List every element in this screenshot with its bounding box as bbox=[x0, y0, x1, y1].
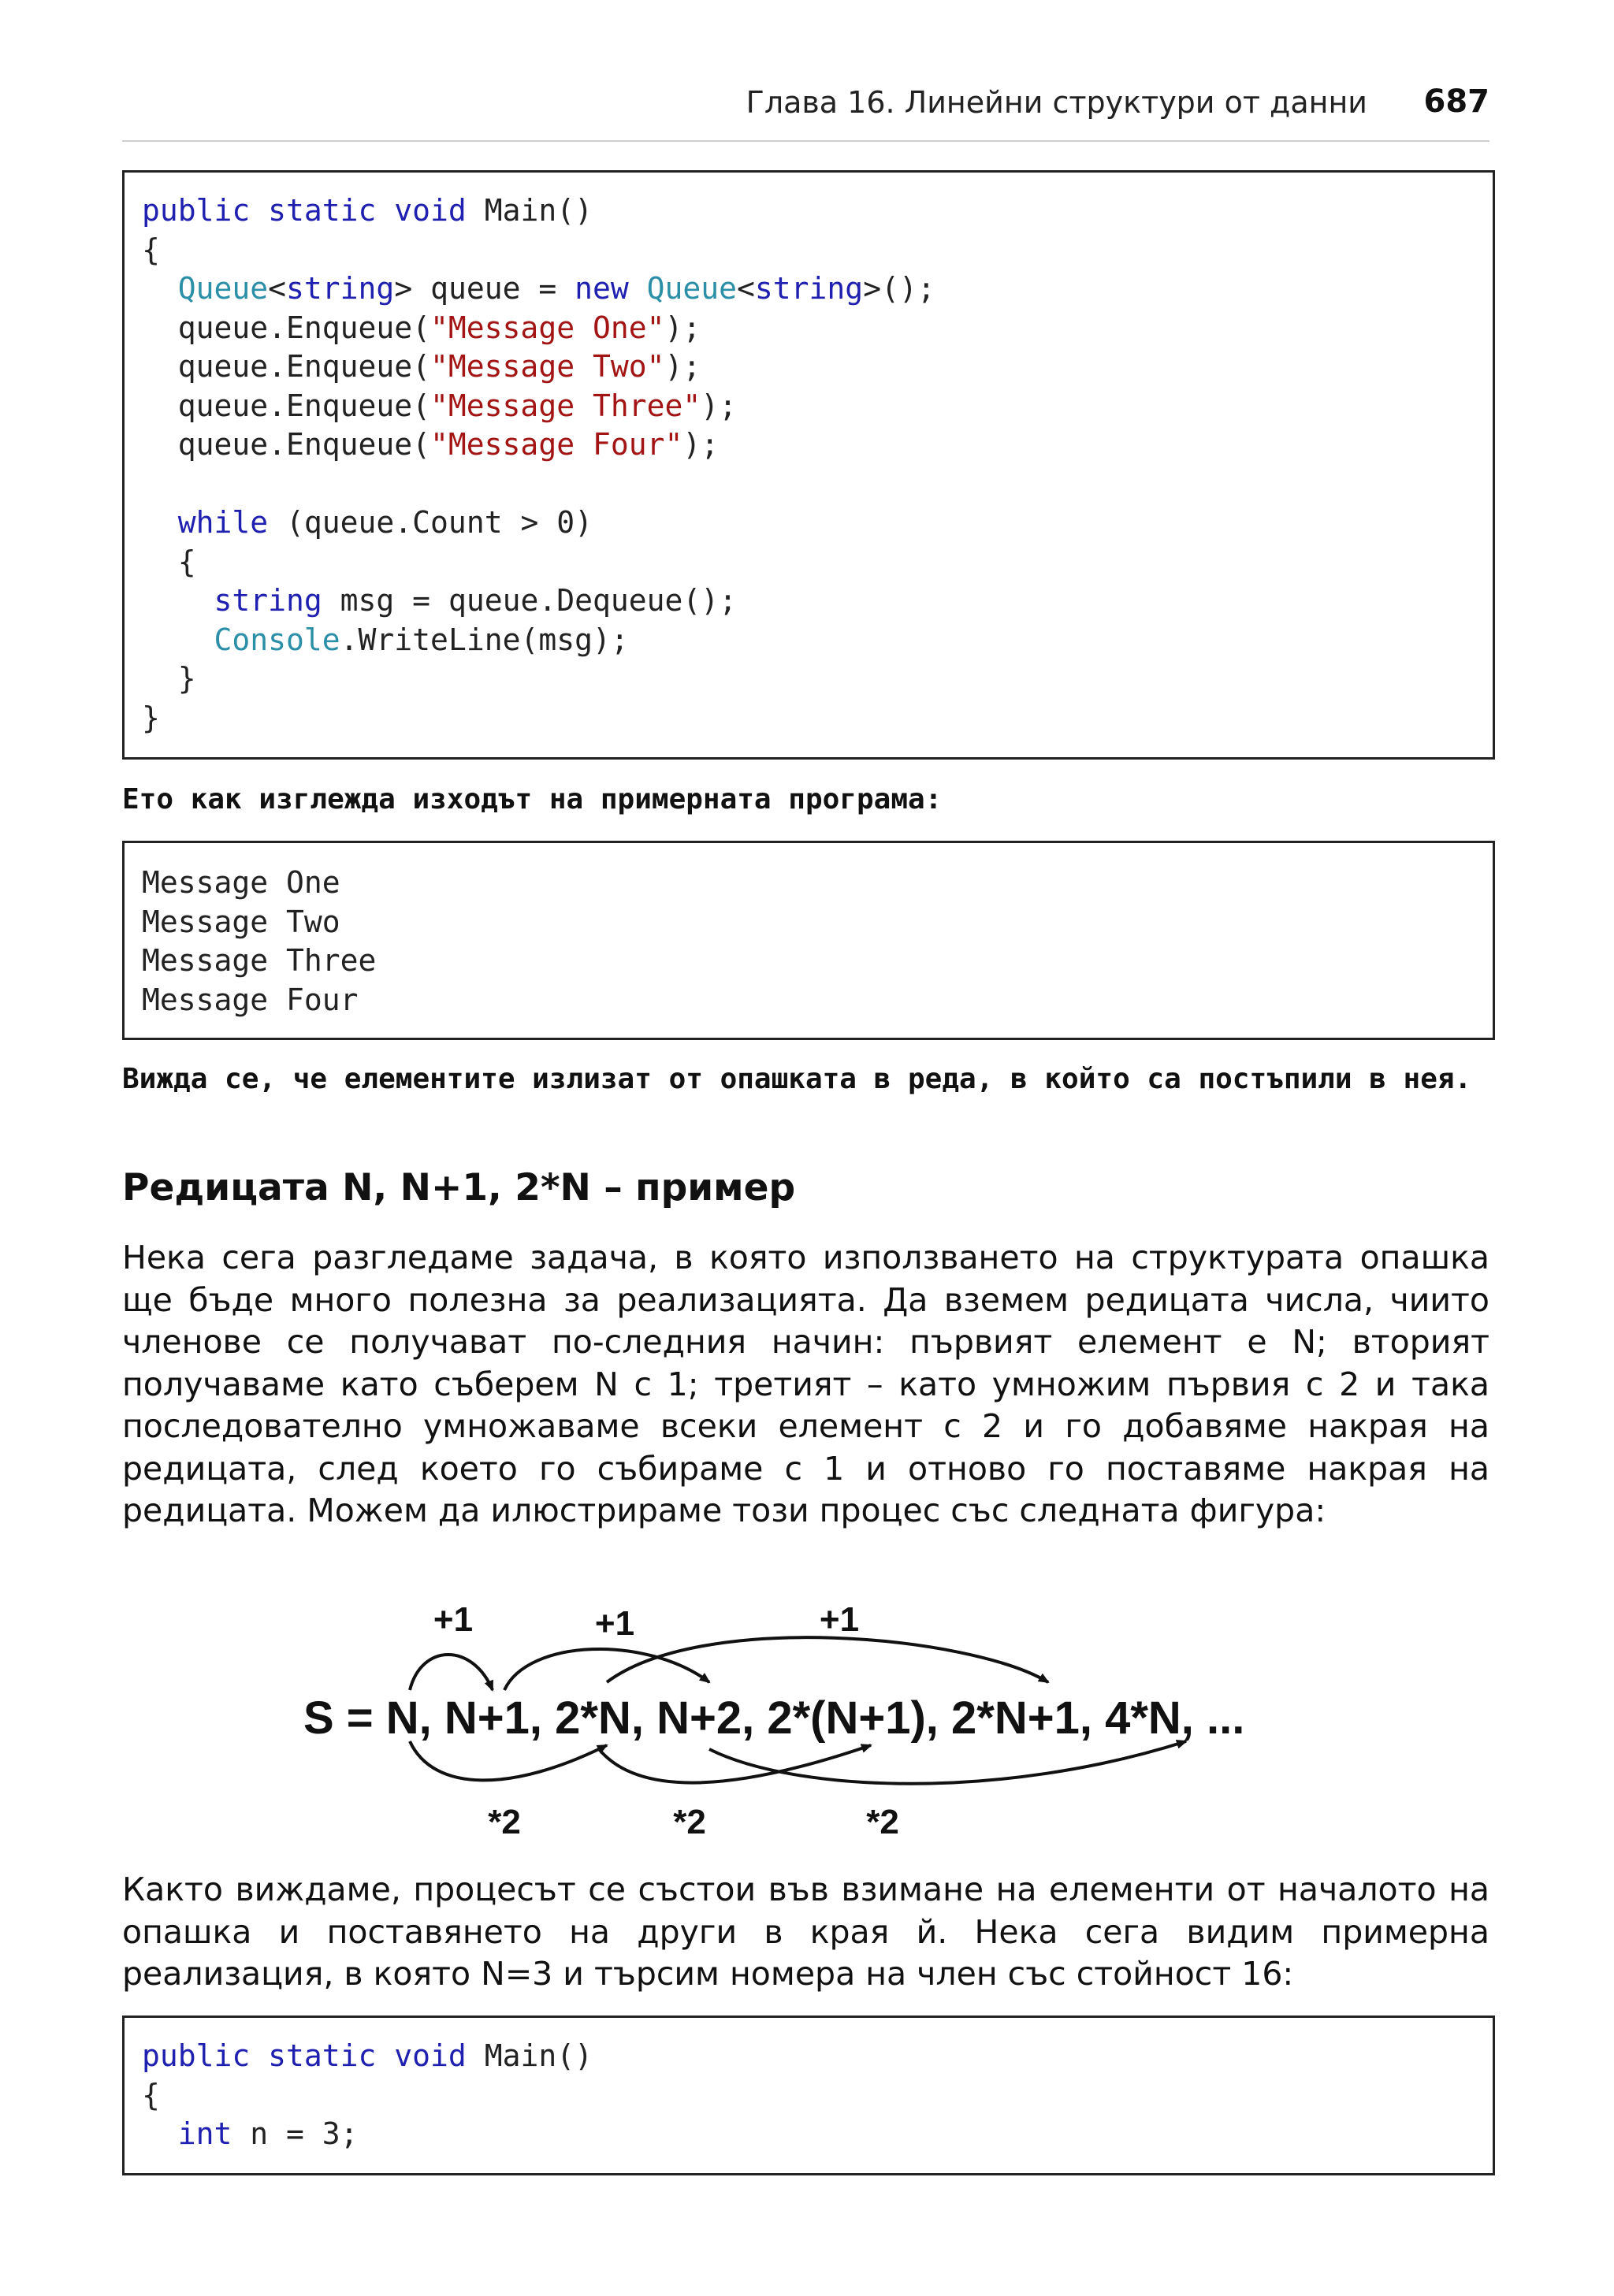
observation-text: Вижда се, че елементите излизат от опашката в реда, в който са постъпили в нея. bbox=[122, 1063, 1472, 1095]
code-token bbox=[142, 505, 178, 540]
code-token: { bbox=[142, 544, 196, 579]
paragraph-explanation: Както виждаме, процесът се състои във взимане на елементи от началото на опашка и поставянето на други в края й. Нека сега видим примерна реализация, в която N=3 и търсим номера на член със стойност 16: bbox=[122, 1871, 1489, 1993]
code-token: (queue.Count > 0) bbox=[268, 505, 593, 540]
sequence-diagram bbox=[260, 1580, 1363, 1848]
code-token: "Message Three" bbox=[430, 388, 701, 423]
code-line bbox=[142, 191, 1493, 231]
code-token: queue.Enqueue( bbox=[142, 388, 431, 423]
code-token: n = 3; bbox=[232, 2116, 359, 2151]
code-line bbox=[142, 543, 1493, 582]
code-token: > queue = bbox=[394, 271, 575, 306]
code-token: public static void bbox=[142, 193, 467, 228]
code-token: queue.Enqueue( bbox=[142, 349, 431, 384]
code-token: Message Two bbox=[142, 904, 340, 939]
arrow-times-3 bbox=[709, 1741, 1186, 1784]
code-token: < bbox=[737, 271, 755, 306]
output-block bbox=[122, 841, 1495, 1040]
code-line bbox=[142, 2076, 1493, 2116]
code-token: queue.Enqueue( bbox=[142, 310, 431, 345]
code-token: msg = queue.Dequeue(); bbox=[322, 583, 737, 618]
code-token: new bbox=[575, 271, 629, 306]
code-token bbox=[142, 2116, 178, 2151]
paragraph-intro: Нека сега разгледаме задача, в която използването на структурата опашка ще бъде много полезна за реализацията. Да вземем редицата числа, чиито членове се получават по-следния начин: първият елемент е N; вторият получаваме като съберем N с 1; третият – като умножим първия с 2 и така последователно умножаваме всеки елемент с 2 и го добавяме накрая на редицата, след което го събираме с 1 и отново го поставяме накрая на редицата. Можем да илюстрираме този процес със следната фигура: bbox=[122, 1239, 1489, 1529]
code-line bbox=[142, 581, 1493, 621]
code-token: } bbox=[142, 700, 160, 735]
code-token: string bbox=[286, 271, 395, 306]
page-header bbox=[122, 77, 1489, 142]
arrow-times-2 bbox=[599, 1745, 871, 1783]
plus-label: +1 bbox=[594, 1604, 635, 1643]
code-token: Main() bbox=[466, 2038, 593, 2073]
code-token: string bbox=[754, 271, 864, 306]
code-line bbox=[142, 903, 1493, 942]
code-token bbox=[629, 271, 647, 306]
sequence-text: S = N, N+1, 2*N, N+2, 2*(N+1), 2*N+1, 4*N, ... bbox=[303, 1692, 1245, 1744]
arrow-plus-2 bbox=[504, 1649, 709, 1690]
arrow-times-1 bbox=[410, 1741, 607, 1780]
code-token bbox=[142, 583, 214, 618]
output-listing bbox=[125, 843, 1493, 1020]
code-token: .WriteLine(msg); bbox=[340, 622, 629, 657]
code-block-queue-example bbox=[122, 170, 1495, 760]
code-listing bbox=[125, 2018, 1493, 2154]
code-token: Message Four bbox=[142, 982, 359, 1017]
page-number: 687 bbox=[1423, 84, 1489, 120]
code-token: ); bbox=[664, 349, 701, 384]
code-line bbox=[142, 347, 1493, 387]
code-token: Message Three bbox=[142, 943, 377, 978]
plus-label: +1 bbox=[433, 1600, 474, 1639]
times-label: *2 bbox=[673, 1803, 706, 1841]
arrow-plus-3 bbox=[607, 1637, 1048, 1682]
code-line bbox=[142, 699, 1493, 738]
arrow-plus-1 bbox=[410, 1655, 493, 1690]
code-token: Message One bbox=[142, 865, 340, 900]
code-token: < bbox=[268, 271, 287, 306]
code-token: >(); bbox=[863, 271, 935, 306]
code-line bbox=[142, 309, 1493, 348]
code-token: string bbox=[214, 583, 322, 618]
code-token: Main() bbox=[466, 193, 593, 228]
code-token: "Message Four" bbox=[430, 427, 683, 462]
times-label: *2 bbox=[488, 1803, 521, 1841]
code-block-sequence-example bbox=[122, 2016, 1495, 2175]
code-token: ); bbox=[682, 427, 720, 462]
code-token: ); bbox=[664, 310, 701, 345]
code-line bbox=[142, 981, 1493, 1020]
code-token: Queue bbox=[646, 271, 738, 306]
code-line bbox=[142, 2037, 1493, 2076]
code-token: queue.Enqueue( bbox=[142, 427, 431, 462]
code-token: "Message Two" bbox=[430, 349, 665, 384]
code-token: int bbox=[177, 2116, 232, 2151]
chapter-title: Глава 16. Линейни структури от данни bbox=[746, 85, 1367, 120]
code-line bbox=[142, 942, 1493, 981]
code-line bbox=[142, 425, 1493, 465]
code-token: public static void bbox=[142, 2038, 467, 2073]
code-token: "Message One" bbox=[430, 310, 665, 345]
code-token bbox=[142, 271, 178, 306]
code-line bbox=[142, 269, 1493, 309]
code-token: Console bbox=[214, 622, 340, 657]
code-line bbox=[142, 465, 1493, 504]
code-line bbox=[142, 864, 1493, 903]
sequence-figure bbox=[260, 1580, 1363, 1848]
code-line bbox=[142, 621, 1493, 660]
plus-label: +1 bbox=[819, 1600, 860, 1639]
code-line bbox=[142, 231, 1493, 270]
code-line bbox=[142, 659, 1493, 699]
code-line bbox=[142, 503, 1493, 543]
section-heading: Редицата N, N+1, 2*N – пример bbox=[122, 1166, 796, 1209]
code-listing bbox=[125, 173, 1493, 737]
code-token: { bbox=[142, 232, 160, 267]
code-token: } bbox=[142, 661, 196, 696]
code-token: Queue bbox=[177, 271, 269, 306]
output-intro: Ето как изглежда изходът на примерната програма: bbox=[122, 783, 943, 815]
times-label: *2 bbox=[866, 1803, 899, 1841]
code-token: while bbox=[177, 505, 269, 540]
code-token: { bbox=[142, 2077, 160, 2112]
code-token bbox=[142, 622, 214, 657]
code-line bbox=[142, 387, 1493, 426]
code-token: ); bbox=[701, 388, 737, 423]
code-line bbox=[142, 2115, 1493, 2154]
